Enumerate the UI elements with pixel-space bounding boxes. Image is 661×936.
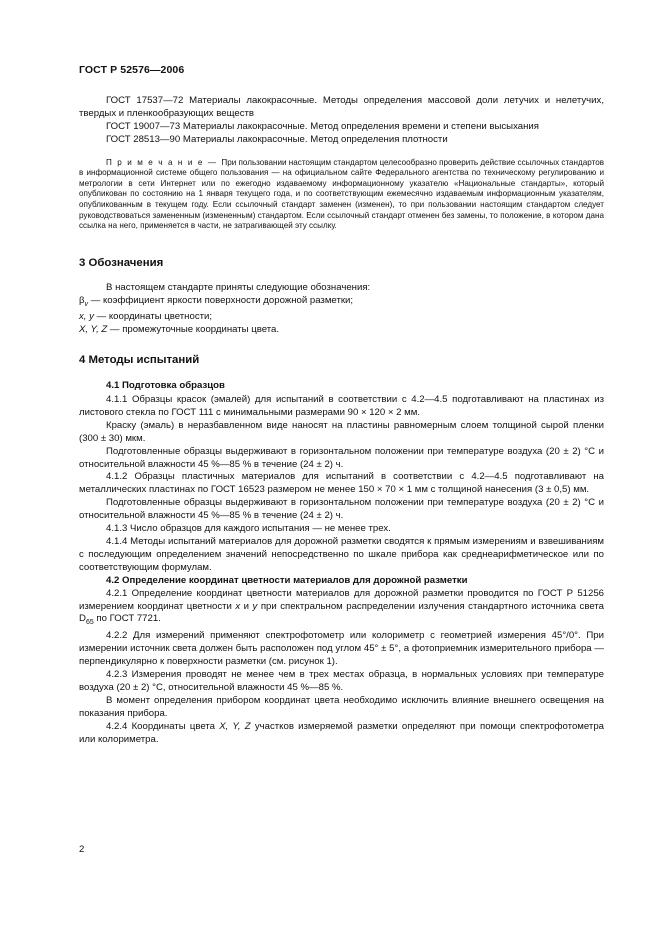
paragraph-4-2-3: 4.2.3 Измерения проводят не менее чем в трех местах образца, в нормальных условиях при температуре воздуха (20 ± 2) °С, относительной влажности 45 %—85 %. xyxy=(79,668,604,693)
page-number: 2 xyxy=(79,844,85,855)
paragraph-4-1-1: 4.1.1 Образцы красок (эмалей) для испытаний в соответствии с 4.2—4.5 подготавливают на пластинах из листового стекла по ГОСТ 111 с минимальными размерами 90 × 120 × 2 мм. xyxy=(79,394,604,418)
note-text: При пользовании настоящим стандартом целесообразно проверить действие ссылочных стандартов в информационной системе общего пользования — на официальном сайте Федерального агентства по техническому регулированию и метрологии в сети Интернет или по ежегодно издаваемому информационному указателю «Национальные стандарты», который опубликован по состоянию на 1 января текущего года, и по соответствующим ежемесячно издаваемым информационным указателям, опубликованным в текущем году. Если ссылочный стандарт заменен (изменен), то при пользовании настоящим стандартом следует руководствоваться замененным (измененным) стандартом. Если ссылочный стандарт отменен без замены, то положение, в котором дана ссылка на него, применяется в части, не затрагивающей эту ссылку. xyxy=(79,157,604,231)
note-paragraph xyxy=(79,158,604,232)
symbol-xyz: X, Y, Z xyxy=(79,324,108,336)
p421-and: и xyxy=(240,600,253,612)
paragraph-4-1-2: 4.1.2 Образцы пластичных материалов для испытаний в соответствии с 4.2—4.5 подготавливают на металлических пластинах по ГОСТ 16523 размером не менее 150 × 70 × 1 мм с толщиной нанесения (3 ± 0,5) мм. xyxy=(79,471,604,496)
reference-17537: ГОСТ 17537—72 Материалы лакокрасочные. Методы определения массовой доли летучих и нелетучих, твердых и пленкообразующих веществ xyxy=(79,95,604,119)
symbol-beta-text: — коэффициент яркости поверхности дорожной разметки; xyxy=(88,294,354,306)
symbol-beta-sub: v xyxy=(84,300,89,308)
paragraph-4-2-3-b: В момент определения прибором координат цвета необходимо исключить влияние внешнего освещения на показания прибора. xyxy=(79,694,604,719)
document-body xyxy=(79,95,604,746)
paragraph-4-1-4: 4.1.4 Методы испытаний материалов для дорожной разметки сводятся к прямым измерениям и взвешиваниям с последующим определением значений непосредственно по шкале прибора как среднеарифметическое или по соответствующим формулам. xyxy=(79,536,604,573)
subsection-4-1-title: 4.1 Подготовка образцов xyxy=(106,380,225,392)
p421-sub: 65 xyxy=(85,619,94,627)
p424-b: участков измеряемой разметки определяют при помощи спектрофотометра или колориметра. xyxy=(79,720,604,745)
section-3-intro: В настоящем стандарте приняты следующие обозначения: xyxy=(106,281,371,293)
symbol-xy-text: — координаты цветности; xyxy=(93,311,213,323)
p424-xyz: X, Y, Z xyxy=(219,720,251,732)
p421-b: при спектральном распределении излучения стандартного источника света D xyxy=(79,600,604,625)
paragraph-4-1-3: 4.1.3 Число образцов для каждого испытания — не менее трех. xyxy=(106,523,391,535)
paragraph-4-1-1-b: Краску (эмаль) в неразбавленном виде наносят на пластины равномерным слоем толщиной сырой пленки (300 ± 30) мкм. xyxy=(79,419,604,444)
reference-19007: ГОСТ 19007—73 Материалы лакокрасочные. Метод определения времени и степени высыхания xyxy=(106,120,539,132)
note-label: П р и м е ч а н и е — xyxy=(106,157,222,167)
symbol-beta: β xyxy=(79,294,85,306)
symbol-xy-line xyxy=(79,311,604,324)
subsection-4-2-title: 4.2 Определение координат цветности материалов для дорожной разметки xyxy=(106,574,468,586)
page-header: ГОСТ Р 52576—2006 xyxy=(79,64,185,76)
p421-y: y xyxy=(252,600,258,612)
p421-x: x xyxy=(235,600,241,612)
p421-a: 4.2.1 Определение координат цветности материалов для дорожной разметки проводится по ГОСТ Р 51256 измерением координат цветности xyxy=(79,587,604,612)
paragraph-4-2-2: 4.2.2 Для измерений применяют спектрофотометр или колориметр с геометрией измерения 45°/0°. При измерении источник света должен быть расположен под углом 45° ± 5°, а фотоприемник измерительного прибора — перпендикулярно к поверхности разметки (см. рисунок 1). xyxy=(79,630,604,668)
paragraph-4-1-2-b: Подготовленные образцы выдерживают в горизонтальном положении при температуре воздуха (20 ± 2) °С и относительной влажности 45 %—85 % в течение (24 ± 2) ч. xyxy=(79,497,604,522)
paragraph-4-2-1 xyxy=(79,588,604,631)
symbol-beta-line xyxy=(79,295,604,312)
reference-28513: ГОСТ 28513—90 Материалы лакокрасочные. Метод определения плотности xyxy=(106,133,448,145)
paragraph-4-2-4 xyxy=(79,721,604,747)
p424-a: 4.2.4 Координаты цвета xyxy=(106,720,220,732)
paragraph-4-1-1-c: Подготовленные образцы выдерживают в горизонтальном положении при температуре воздуха (20 ± 2) °С и относительной влажности 45 %—85 % в течение (24 ± 2) ч. xyxy=(79,445,604,470)
symbol-xyz-text: — промежуточные координаты цвета. xyxy=(107,324,280,336)
section-3-title: 3 Обозначения xyxy=(79,256,164,269)
p421-c: по ГОСТ 7721. xyxy=(93,613,161,625)
symbol-xy: x, y xyxy=(79,311,94,323)
section-4-title: 4 Методы испытаний xyxy=(79,354,200,367)
symbol-xyz-line xyxy=(79,324,604,337)
